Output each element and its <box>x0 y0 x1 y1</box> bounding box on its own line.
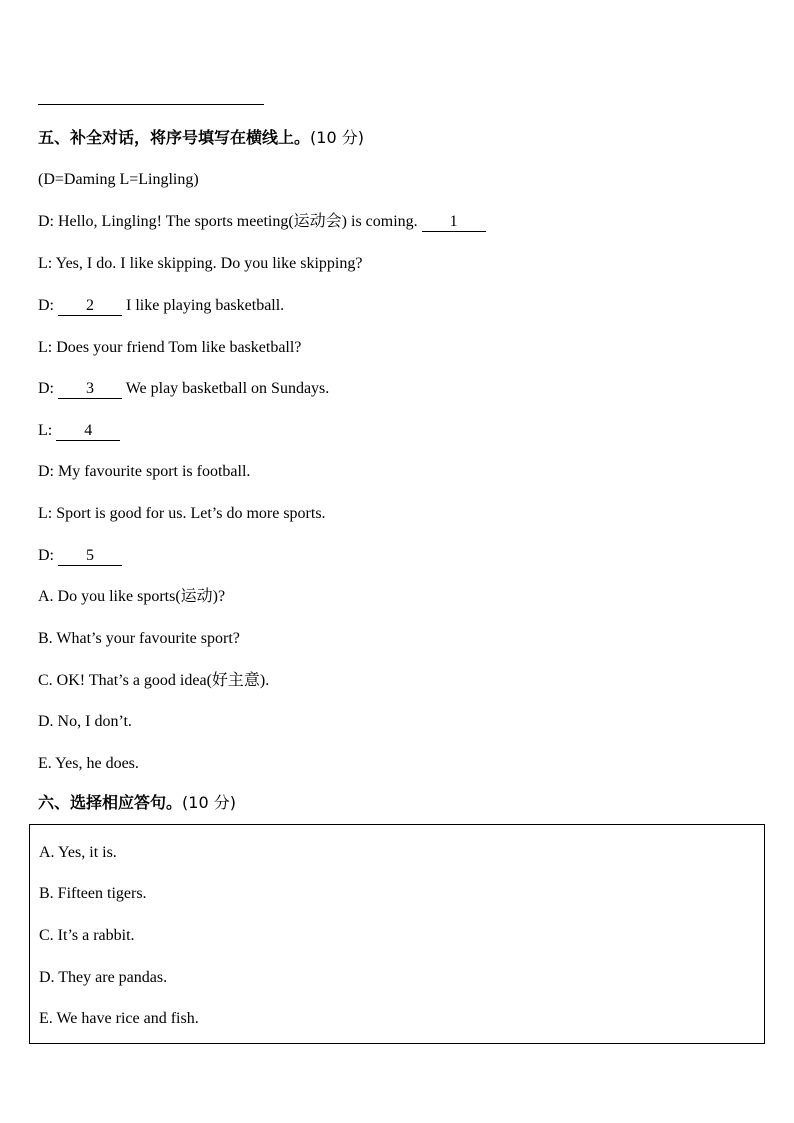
section5-option-a: A. Do you like sports(运动)? <box>38 588 226 605</box>
section5-heading <box>38 128 364 148</box>
dialogue-line-3 <box>38 296 284 316</box>
dialogue-text: Hello, Lingling! The sports meeting(运动会) is coming. <box>58 213 422 230</box>
answer-blank-4[interactable]: 4 <box>56 422 120 441</box>
section6-option-e: E. We have rice and fish. <box>39 1010 199 1027</box>
dialogue-speaker: D: <box>38 380 58 397</box>
section6-option-a: A. Yes, it is. <box>39 844 117 861</box>
dialogue-text: We play basketball on Sundays. <box>122 380 330 397</box>
dialogue-speaker: D: <box>38 297 58 314</box>
section6-title: 六、选择相应答句。 <box>38 793 183 812</box>
section6-option-c: C. It’s a rabbit. <box>39 927 135 944</box>
section5-title: 五、补全对话，将序号填写在横线上。 <box>38 128 311 147</box>
dialogue-text: Yes, I do. I like skipping. Do you like skipping? <box>55 255 363 272</box>
answer-blank-1[interactable]: 1 <box>422 213 486 232</box>
dialogue-line-2 <box>38 254 362 274</box>
section6-score: (10 分) <box>182 793 236 812</box>
dialogue-line-9 <box>38 546 122 566</box>
dialogue-text: Sport is good for us. Let’s do more sports. <box>56 505 326 522</box>
dialogue-text: Does your friend Tom like basketball? <box>56 339 302 356</box>
answer-blank-3[interactable]: 3 <box>58 380 122 399</box>
section5-option-c: C. OK! That’s a good idea(好主意). <box>38 672 270 689</box>
dialogue-speaker: D: <box>38 213 58 230</box>
dialogue-speaker: L: <box>38 255 56 272</box>
section5-option-b: B. What’s your favourite sport? <box>38 630 240 647</box>
dialogue-speaker: D: <box>38 547 58 564</box>
section5-option-d: D. No, I don’t. <box>38 713 132 730</box>
dialogue-speaker: D: <box>38 463 58 480</box>
answer-blank-2[interactable]: 2 <box>58 297 122 316</box>
section6-option-d: D. They are pandas. <box>39 969 168 986</box>
section6-option-b: B. Fifteen tigers. <box>39 885 147 902</box>
speaker-legend: (D=Daming L=Lingling) <box>38 171 199 188</box>
answer-options-box <box>29 824 765 1044</box>
dialogue-speaker: L: <box>38 339 57 356</box>
dialogue-line-8 <box>38 504 326 524</box>
answer-blank-5[interactable]: 5 <box>58 547 122 566</box>
section5-option-e: E. Yes, he does. <box>38 755 139 772</box>
dialogue-text: I like playing basketball. <box>122 297 285 314</box>
dialogue-line-1 <box>38 212 486 232</box>
section5-score: (10 分) <box>310 128 364 147</box>
top-divider <box>38 104 264 105</box>
section6-heading <box>38 793 236 813</box>
dialogue-line-6 <box>38 421 120 441</box>
dialogue-line-7 <box>38 462 250 482</box>
dialogue-line-5 <box>38 379 329 399</box>
dialogue-speaker: L: <box>38 505 57 522</box>
dialogue-text: My favourite sport is football. <box>58 463 251 480</box>
dialogue-line-4 <box>38 338 301 358</box>
dialogue-speaker: L: <box>38 422 57 439</box>
